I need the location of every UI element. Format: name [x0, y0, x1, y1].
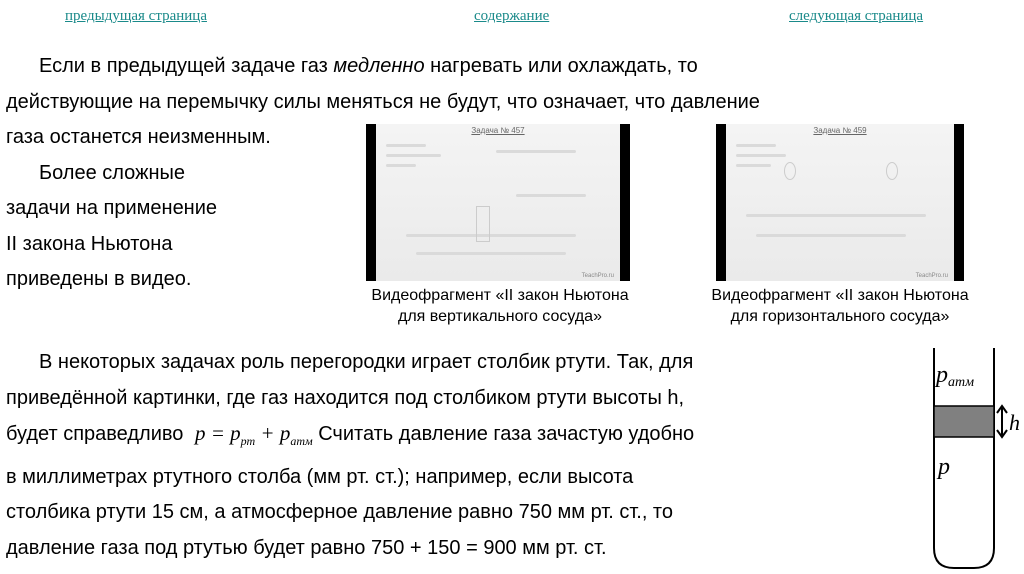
video-credit: TeachPro.ru — [581, 273, 614, 279]
video-thumbnail-vertical[interactable] — [366, 124, 630, 281]
para2-line2: приведённой картинки, где газ находится под столбиком ртути высоты h, — [6, 386, 685, 409]
video-title: Задача № 457 — [471, 126, 525, 135]
video-screen — [376, 124, 620, 281]
para1-line1: Если в предыдущей задаче газ медленно нагревать или охлаждать, то — [39, 55, 698, 77]
pressure-formula: $p = p_{рт} + p_{атм}$ — [194, 421, 313, 449]
para2-line6: давление газа под ртутью будет равно 750 + 150 = 900 мм рт. ст. — [6, 536, 607, 559]
para2-line5: столбика ртути 15 см, а атмосферное давление равно 750 мм рт. ст., то — [6, 501, 673, 524]
emphasis-slowly: медленно — [333, 55, 425, 77]
video-title: Задача № 459 — [813, 126, 867, 135]
para1-line4: Более сложные — [39, 161, 185, 184]
mercury-tube-diagram — [914, 348, 1024, 574]
para1-line2: действующие на перемычку силы меняться не будут, что означает, что давление — [6, 90, 760, 113]
mercury-column — [934, 406, 994, 437]
contents-link[interactable]: содержание — [474, 8, 550, 24]
para1-line6: II закона Ньютона — [6, 232, 173, 255]
paragraph-2 — [6, 345, 921, 566]
height-arrow-icon — [997, 406, 1007, 437]
video-screen — [726, 124, 954, 281]
video-caption-horizontal: Видеофрагмент «II закон Ньютона для горизонтального сосуда» — [711, 287, 969, 325]
height-label: h — [1009, 410, 1020, 435]
atm-pressure-label: pатм — [936, 362, 975, 390]
para1-line5: задачи на применение — [6, 197, 218, 219]
para1-line7: приведены в видео. — [6, 268, 192, 290]
gas-pressure-label: p — [938, 454, 950, 480]
video-credit: TeachPro.ru — [915, 273, 948, 279]
video-caption-vertical: Видеофрагмент «II закон Ньютона для вертикального сосуда» — [371, 287, 629, 325]
prev-page-link[interactable]: предыдущая страница — [65, 8, 207, 24]
video-thumbnail-horizontal[interactable] — [716, 124, 964, 281]
para2-line1: В некоторых задачах роль перегородки играет столбик ртути. Так, для — [39, 351, 694, 373]
para1-line3: газа останется неизменным. — [6, 126, 271, 148]
para2-line4: в миллиметрах ртутного столба (мм рт. ст.); например, если высота — [6, 465, 634, 488]
next-page-link[interactable]: следующая страница — [789, 8, 924, 24]
para2-line3: будет справедливо $p = p_{рт} + p_{атм}$ Считать давление газа зачастую удобно — [6, 421, 695, 449]
